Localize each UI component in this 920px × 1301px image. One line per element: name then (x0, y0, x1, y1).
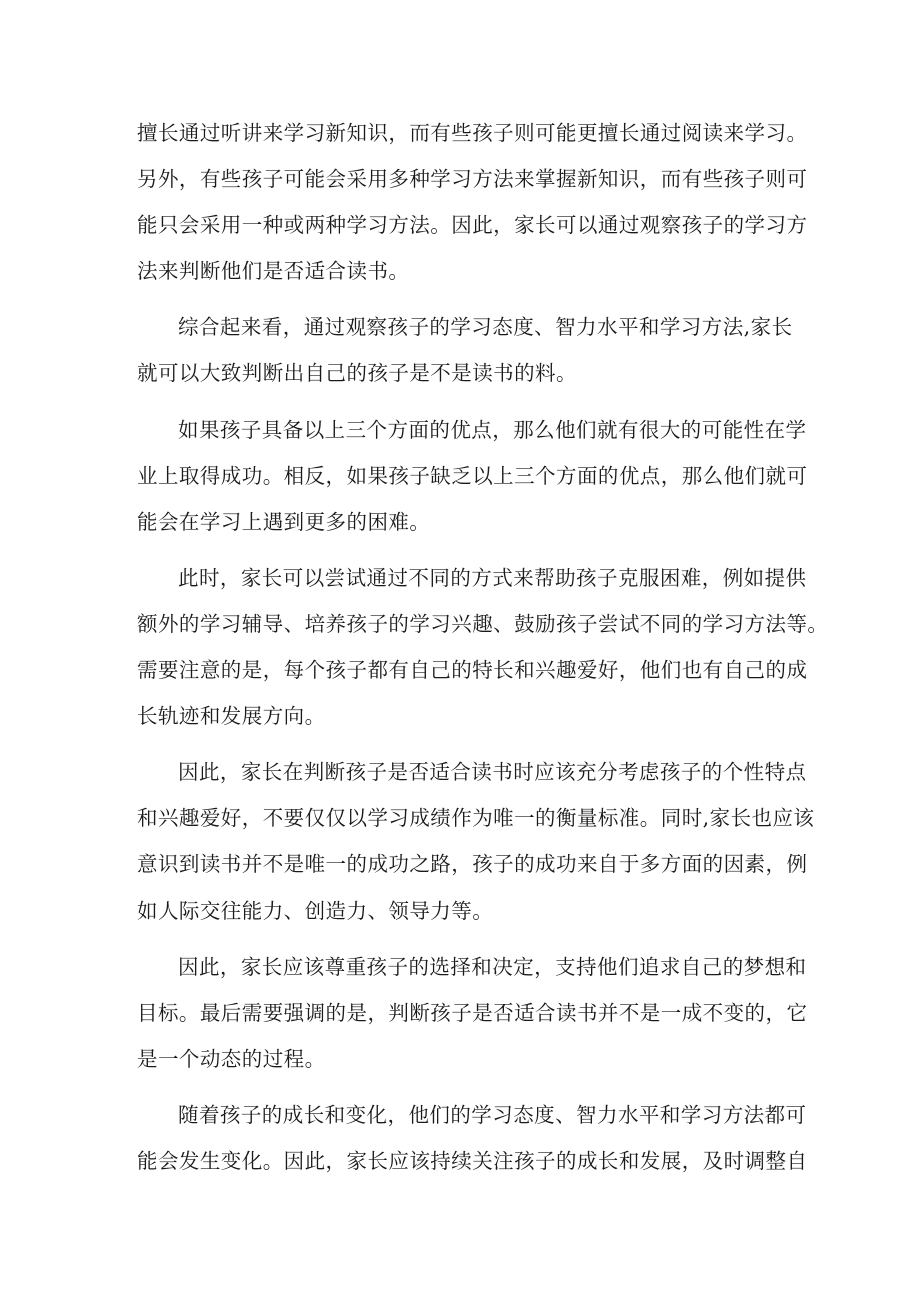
paragraph-spacer (137, 934, 797, 944)
paragraph-3 (137, 407, 808, 545)
paragraph-line: 能会发生变化。因此，家长应该持续关注孩子的成长和发展，及时调整自 (137, 1148, 808, 1173)
paragraph-line: 随着孩子的成长和变化，他们的学习态度、智力水平和学习方法都可 (178, 1102, 807, 1127)
paragraph-4 (137, 555, 829, 739)
paragraph-line: 意识到读书并不是唯一的成功之路，孩子的成功来自于多方面的因素，例 (137, 852, 808, 877)
paragraph-line: 此时，家长可以尝试通过不同的方式来帮助孩子克服困难，例如提供 (178, 565, 807, 590)
paragraph-line: 综合起来看，通过观察孩子的学习态度、智力水平和学习方法,家长 (178, 315, 793, 340)
paragraph-line: 就可以大致判断出自己的孩子是不是读书的料。 (137, 361, 577, 386)
paragraph-spacer (137, 739, 797, 749)
paragraph-line: 擅长通过听讲来学习新知识，而有些孩子则可能更擅长通过阅读来学习。 (137, 121, 808, 145)
paragraph-line: 业上取得成功。相反，如果孩子缺乏以上三个方面的优点，那么他们就可 (137, 463, 808, 488)
paragraph-line: 需要注意的是，每个孩子都有自己的特长和兴趣爱好，他们也有自己的成 (137, 658, 808, 683)
paragraph-line: 是一个动态的过程。 (137, 1046, 326, 1071)
paragraph-line: 因此，家长应该尊重孩子的选择和决定，支持他们追求自己的梦想和 (178, 954, 807, 979)
document-body (137, 110, 829, 1184)
paragraph-line: 目标。最后需要强调的是，判断孩子是否适合读书并不是一成不变的，它 (137, 1000, 808, 1025)
paragraph-2 (137, 304, 797, 396)
paragraph-line: 法来判断他们是否适合读书。 (137, 259, 410, 284)
paragraph-line: 和兴趣爱好，不要仅仅以学习成绩作为唯一的衡量标准。同时,家长也应该 (137, 806, 815, 831)
paragraph-spacer (137, 1082, 797, 1092)
paragraph-line: 能会在学习上遇到更多的困难。 (137, 509, 431, 534)
paragraph-line: 因此，家长在判断孩子是否适合读书时应该充分考虑孩子的个性特点 (178, 760, 807, 785)
paragraph-line: 额外的学习辅导、培养孩子的学习兴趣、鼓励孩子尝试不同的学习方法等。 (137, 611, 829, 636)
paragraph-6 (137, 944, 808, 1082)
paragraph-line: 如人际交往能力、创造力、领导力等。 (137, 898, 494, 923)
paragraph-7 (137, 1092, 808, 1184)
paragraph-5 (137, 749, 815, 933)
paragraph-spacer (137, 397, 797, 407)
paragraph-line: 另外，有些孩子可能会采用多种学习方法来掌握新知识，而有些孩子则可 (137, 167, 808, 192)
paragraph-line: 长轨迹和发展方向。 (137, 704, 326, 729)
paragraph-line: 能只会采用一种或两种学习方法。因此，家长可以通过观察孩子的学习方 (137, 213, 808, 238)
paragraph-1 (137, 110, 808, 294)
paragraph-line: 如果孩子具备以上三个方面的优点，那么他们就有很大的可能性在学 (178, 417, 807, 442)
paragraph-spacer (137, 294, 797, 304)
paragraph-spacer (137, 545, 797, 555)
